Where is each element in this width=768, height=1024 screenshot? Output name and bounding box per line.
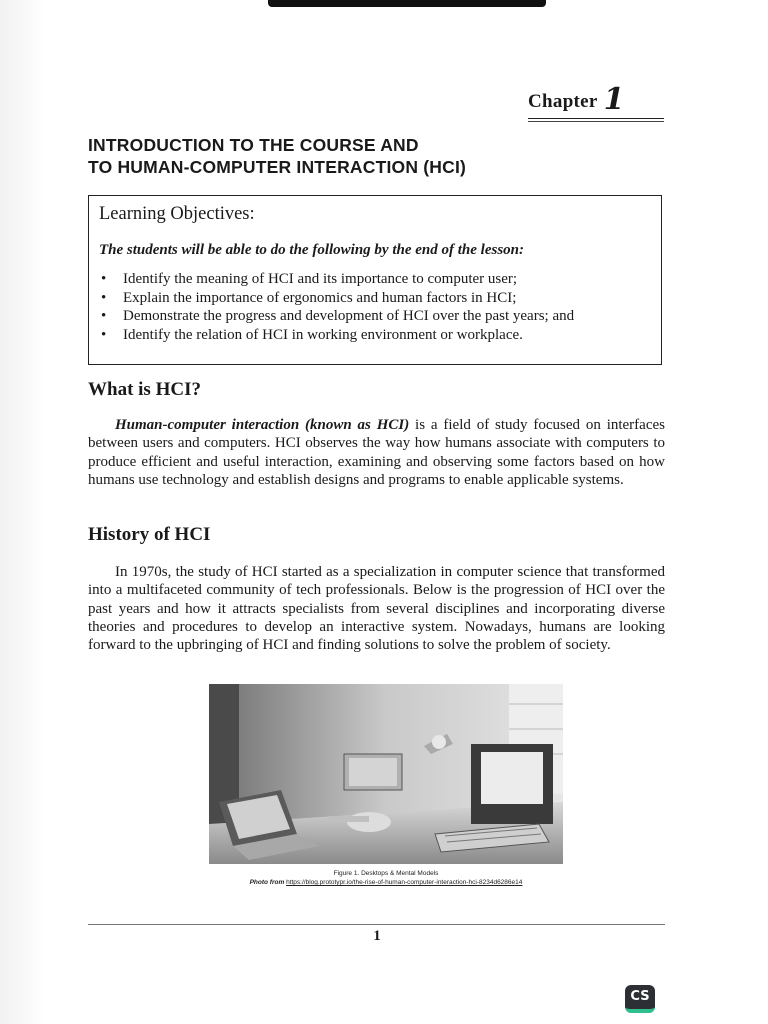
objective-item: • Identify the relation of HCI in working environment or workplace. bbox=[99, 326, 574, 345]
objectives-intro: The students will be able to do the following by the end of the lesson: bbox=[99, 242, 525, 258]
hci-definition-term: Human-computer interaction (known as HCI) bbox=[115, 417, 410, 433]
objectives-list bbox=[99, 270, 574, 344]
desktop-photo-illustration bbox=[209, 684, 563, 864]
footer-rule bbox=[88, 924, 665, 925]
objective-item: • Explain the importance of ergonomics and human factors in HCI; bbox=[99, 289, 574, 308]
figure-caption bbox=[190, 869, 582, 887]
title-line-1: INTRODUCTION TO THE COURSE AND bbox=[88, 135, 419, 155]
page-edge-shadow bbox=[0, 0, 44, 1024]
chapter-number: 1 bbox=[603, 82, 625, 117]
objective-item: • Identify the meaning of HCI and its importance to computer user; bbox=[99, 270, 574, 289]
section-heading-history: History of HCI bbox=[88, 524, 211, 545]
history-paragraph: In 1970s, the study of HCI started as a specialization in computer science that transformed into a multifaceted community of tech professionals. Below is the progression of HCI over the past years and how it attracts specialists from several disciplines and incorporating diverse theories and procedures to develop an interactive system. Nowadays, humans are looking forward to the upbringing of HCI and finding solutions to solve the problem of society. bbox=[88, 564, 665, 654]
chapter-rule-thin bbox=[528, 121, 664, 122]
camscanner-logo-icon: CS bbox=[625, 985, 655, 1013]
page-number: 1 bbox=[373, 928, 381, 944]
figure-source bbox=[190, 878, 582, 887]
figure-source-link[interactable]: https://blog.prototypr.io/the-rise-of-human-computer-interaction-hci-8234d6286e14 bbox=[286, 879, 523, 886]
chapter-heading bbox=[528, 80, 664, 122]
figure-source-label: Photo from bbox=[249, 879, 285, 886]
what-is-hci-paragraph bbox=[88, 416, 665, 489]
title-line-2: TO HUMAN-COMPUTER INTERACTION (HCI) bbox=[88, 157, 467, 177]
hci-definition-text: is a field of study focused on interfaces between users and computers. HCI observes the way how humans associate with computers to produce efficient and useful interaction, examining and observing some factors based on how humans use technology and establish designs and programs to enable applicable systems. bbox=[88, 417, 665, 488]
objectives-heading: Learning Objectives: bbox=[99, 204, 255, 224]
objective-item: • Demonstrate the progress and development of HCI over the past years; and bbox=[99, 307, 574, 326]
figure-title: Figure 1. Desktops & Mental Models bbox=[333, 870, 439, 877]
chapter-label: Chapter bbox=[528, 91, 598, 112]
learning-objectives-box bbox=[88, 195, 662, 365]
scan-top-edge bbox=[268, 0, 546, 7]
chapter-rule bbox=[528, 118, 664, 119]
figure-desktop-photo bbox=[209, 684, 563, 864]
page-title bbox=[88, 134, 688, 178]
section-heading-what-is-hci: What is HCI? bbox=[88, 379, 201, 400]
